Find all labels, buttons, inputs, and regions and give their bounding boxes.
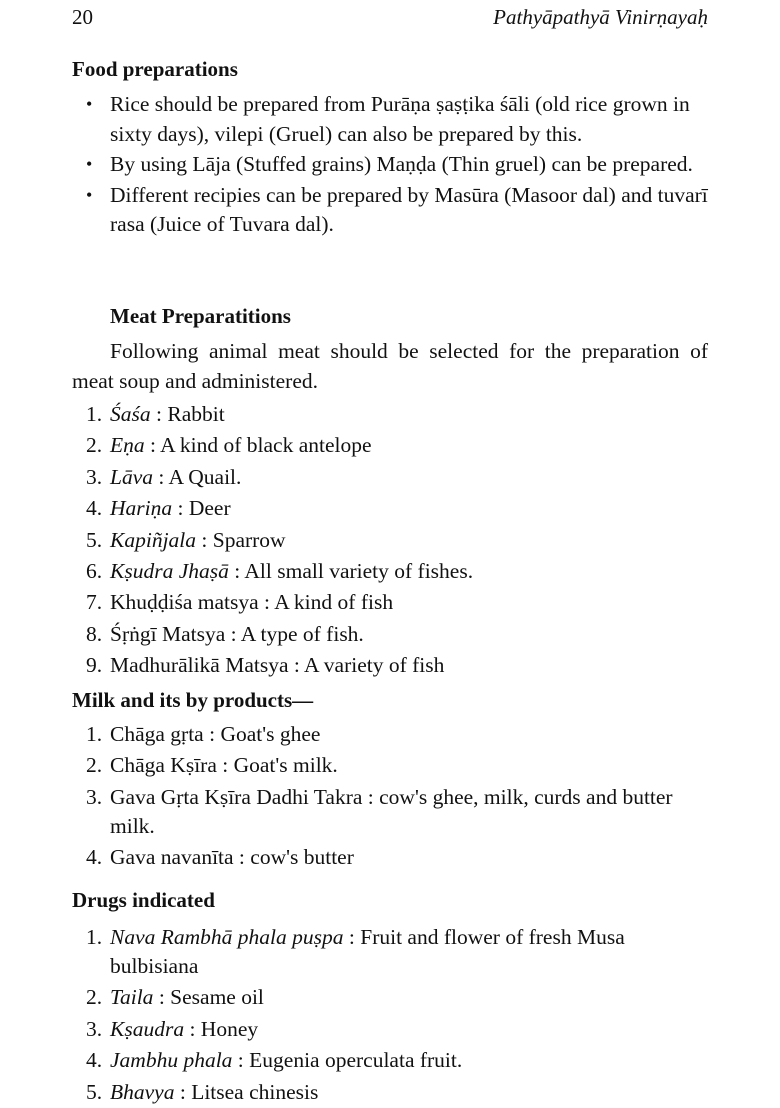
item-desc: : Deer: [172, 496, 231, 521]
item-term: Kapiñjala: [110, 527, 197, 552]
item-desc: : Litsea chinesis: [174, 1079, 319, 1104]
meat-list: [72, 400, 708, 683]
item-number: 5.: [86, 1079, 103, 1104]
item-number: 2.: [86, 753, 103, 778]
item-term: Taila: [110, 985, 154, 1010]
item-desc: : Honey: [184, 1016, 259, 1041]
meat-preparations-heading: Meat Preparatitions: [110, 304, 291, 328]
item-number: 3.: [86, 464, 103, 489]
item-desc: : All small variety of fishes.: [228, 558, 474, 583]
milk-products-heading: Milk and its by products—: [72, 688, 314, 712]
list-item: [72, 463, 708, 492]
bullet-text: Rice should be prepared from Purāṇa ṣaṣṭika śāli (old rice grown in sixty days), vilepi (Gruel) can also be prepared by this.: [110, 92, 690, 146]
item-number: 1.: [86, 722, 103, 746]
item-desc: : Sesame oil: [153, 985, 264, 1010]
list-item: [72, 1046, 708, 1075]
item-text: Chāga Kṣīra : Goat's milk.: [110, 753, 338, 778]
item-desc: : Eugenia operculata fruit.: [232, 1048, 463, 1073]
item-text: Chāga gṛta : Goat's ghee: [110, 722, 321, 746]
drugs-indicated-heading: Drugs indicated: [72, 888, 215, 912]
list-item: [72, 526, 708, 555]
list-item: [72, 557, 708, 586]
item-desc: Madhurālikā Matsya : A variety of fish: [110, 653, 445, 678]
meat-intro-paragraph: Following animal meat should be selected for the preparation of meat soup and administered.: [72, 339, 708, 393]
item-number: 2.: [86, 433, 103, 458]
list-item: [72, 651, 708, 680]
item-desc: : Rabbit: [150, 402, 225, 426]
item-term: Kṣudra Jhaṣā: [110, 558, 229, 583]
item-number: 4.: [86, 496, 103, 521]
item-text: Gava Gṛta Kṣīra Dadhi Takra : cow's ghee, milk, curds and butter milk.: [110, 784, 673, 838]
page-number: 20: [72, 5, 93, 29]
item-term: Bhavya: [110, 1079, 175, 1104]
list-item: [72, 150, 708, 180]
item-term: Hariṇa: [110, 496, 173, 521]
item-number: 3.: [86, 784, 103, 809]
list-item: [72, 90, 708, 149]
list-item: [72, 431, 708, 460]
bullet-icon: •: [86, 154, 93, 174]
item-number: 9.: [86, 653, 103, 678]
list-item: [72, 783, 708, 841]
bullet-text: Different recipies can be prepared by Masūra (Masoor dal) and tuvarī rasa (Juice of Tuvara dal).: [110, 182, 708, 236]
list-item: [72, 620, 708, 649]
item-number: 1.: [86, 925, 103, 949]
food-bullet-list: [72, 90, 708, 241]
list-item: [72, 1078, 708, 1107]
drugs-list: [72, 923, 708, 1108]
list-item: [72, 923, 708, 981]
page-header: [72, 2, 708, 32]
item-desc: Śṛṅgī Matsya : A type of fish.: [110, 621, 364, 646]
list-item: [72, 400, 708, 429]
item-number: 4.: [86, 845, 103, 870]
item-term: Lāva: [110, 464, 153, 489]
item-term: Śaśa: [110, 402, 151, 426]
item-desc: : Sparrow: [196, 527, 286, 552]
bullet-icon: •: [86, 184, 93, 205]
list-item: [72, 1015, 708, 1044]
item-number: 1.: [86, 402, 103, 426]
list-item: [72, 983, 708, 1012]
item-desc: Khuḍḍiśa matsya : A kind of fish: [110, 590, 394, 615]
item-term: Nava Rambhā phala puṣpa: [110, 925, 344, 949]
list-item: [72, 181, 708, 240]
item-number: 8.: [86, 621, 103, 646]
item-number: 4.: [86, 1048, 103, 1073]
running-head: Pathyāpathyā Vinirṇayaḥ: [493, 5, 708, 29]
food-preparations-heading: Food preparations: [72, 57, 238, 81]
list-item: [72, 751, 708, 780]
item-number: 2.: [86, 985, 103, 1010]
bullet-icon: •: [86, 94, 93, 114]
item-number: 7.: [86, 590, 103, 615]
item-number: 6.: [86, 558, 103, 583]
item-term: Kṣaudra: [110, 1016, 185, 1041]
milk-list: [72, 720, 708, 875]
item-number: 3.: [86, 1016, 103, 1041]
list-item: [72, 588, 708, 617]
item-term: Eṇa: [110, 433, 145, 458]
list-item: [72, 720, 708, 749]
item-desc: : A Quail.: [153, 464, 242, 489]
item-number: 5.: [86, 527, 103, 552]
item-desc: : Fruit and flower of fresh Musa bulbisiana: [110, 925, 625, 978]
item-term: Jambhu phala: [110, 1048, 233, 1073]
list-item: [72, 843, 708, 872]
item-desc: : A kind of black antelope: [144, 433, 372, 458]
item-text: Gava navanīta : cow's butter: [110, 845, 354, 870]
list-item: [72, 494, 708, 523]
bullet-text: By using Lāja (Stuffed grains) Maṇḍa (Thin gruel) can be prepared.: [110, 152, 693, 176]
